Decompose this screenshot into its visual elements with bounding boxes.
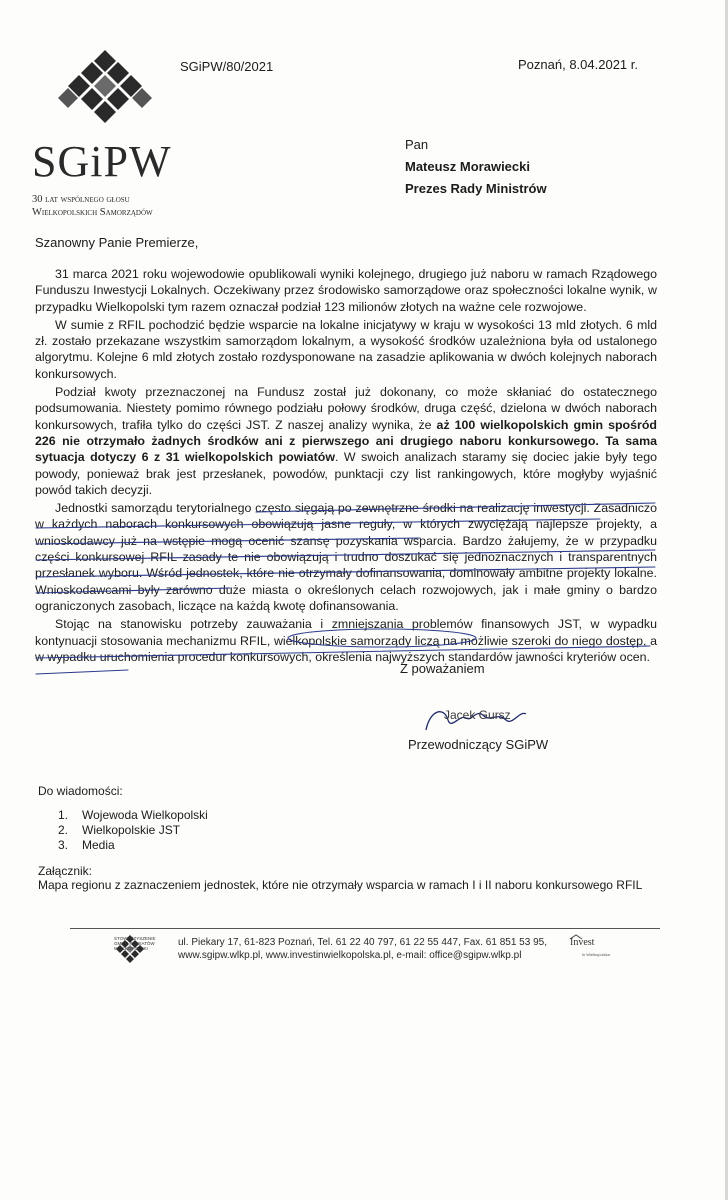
- logo-tagline-2: Wielkopolskich Samorządów: [32, 207, 153, 218]
- list-item: [58, 823, 208, 838]
- closing-regards: Z poważaniem: [400, 661, 485, 676]
- paragraph-3: [35, 384, 657, 498]
- paragraph-2: W sumie z RFIL pochodzić będzie wsparcie na lokalne inicjatywy w kraju w wysokości 13 mld złotych. 6 mld zł. zostało przekazane wszystkim samorządom lokalnym, a wysokość środków uzależniona była od ustalonego algorytmu. Kolejne 6 mld złotych zostało rozdysponowane na zasadzie aplikowania w dwóch kolejnych naborach konkursowych.: [35, 317, 657, 381]
- cc-text: Wielkopolskie JST: [82, 823, 181, 837]
- paragraph-1: 31 marca 2021 roku wojewodowie opublikowali wyniki kolejnego, drugiego już naboru w ramach Rządowego Funduszu Inwestycji Lokalnych. Oczekiwany przez środowisko samorządowe oraz społeczności lokalne wynik, w przypadku Wielkopolski tym razem oznaczał podział 123 milionów złotych na ważne cele rozwojowe.: [35, 267, 657, 314]
- list-item: [58, 808, 208, 823]
- place-date: Poznań, 8.04.2021 r.: [518, 57, 638, 72]
- invest-logo-text: Invest: [570, 937, 595, 948]
- sgipw-logo: [30, 48, 180, 218]
- cc-num: 1.: [58, 808, 69, 822]
- paragraph-5: Stojąc na stanowisku potrzeby zauważania i zmniejszania problemów finansowych JST, w wypadku kontynuacji stosowania mechanizmu RFIL, wielkopolskie samorządy liczą na możliwie szeroki do niego dostęp, a w wypadku uruchomienia procedur konkursowych, określenia najwyższych standardów jawności kryteriów ocen.: [35, 617, 657, 664]
- recipient-salutation: Pan: [405, 137, 429, 152]
- attachment-title: Załącznik:: [38, 864, 93, 878]
- logo-wordmark: SGiPW: [32, 137, 172, 186]
- cc-num: 3.: [58, 838, 69, 852]
- invest-logo-subtext: in Wielkopolska: [582, 952, 610, 957]
- cc-text: Media: [82, 838, 115, 852]
- footer-association-name: STOWARZYSZENIE GMIN I POWIATÓW WIELKOPOLSKI: [114, 936, 156, 951]
- paragraph-3-intro: Podział kwoty przeznaczonej na Fundusz został już dokonany, co może skłaniać do ostatecznego podsumowania. Niestety pomimo równego podziału połowy środków, druga część, dzielona w dwóch naborach konkursowych, trafiła tylko do części JST. Z naszej analizy wynika, że: [35, 385, 657, 432]
- sgipw-diamond-logo-icon: [56, 48, 154, 136]
- logo-tagline-1: 30 lat wspólnego głosu: [32, 194, 130, 205]
- cc-title: Do wiadomości:: [38, 784, 123, 798]
- reference-number: SGiPW/80/2021: [180, 59, 274, 74]
- recipient-title: Prezes Rady Ministrów: [405, 181, 547, 196]
- paragraph-3-bold-2: Ta sama sytuacja dotyczy 6 z 31 wielkopolskich powiatów: [35, 433, 657, 465]
- footer-web-email: www.sgipw.wlkp.pl, www.investinwielkopolska.pl, e-mail: office@sgipw.wlkp.pl: [178, 950, 522, 961]
- recipient-name: Mateusz Morawiecki: [405, 159, 530, 174]
- letter-body: [35, 266, 657, 667]
- paragraph-3-outro: . W swoich analizach staramy się dociec jakie były tego powody, ponieważ brak jest przesłanek, powodów, punktacji czy list rankingowych, które mogłyby wyjaśnić powód takich decyzji.: [35, 450, 657, 497]
- paragraph-3-bold-1: aż 100 wielkopolskich gmin spośród 226 nie otrzymało żadnych środków ani z pierwszego ani drugiego naboru konkursowego.: [35, 417, 657, 448]
- attachment-text: Mapa regionu z zaznaczeniem jednostek, które nie otrzymały wsparcia w ramach I i II naboru konkursowego RFIL: [38, 878, 643, 892]
- pen-underline-8: [36, 670, 128, 674]
- signature-role: Przewodniczący SGiPW: [408, 737, 549, 752]
- cc-list: [58, 808, 208, 853]
- recipient-block: [405, 134, 547, 200]
- list-item: [58, 838, 208, 853]
- signature-name: Jacek Gursz: [444, 708, 511, 722]
- letter-salutation: Szanowny Panie Premierze,: [35, 235, 199, 250]
- footer-address: ul. Piekary 17, 61-823 Poznań, Tel. 61 22 40 797, 61 22 55 447, Fax. 61 851 53 95,: [178, 937, 547, 948]
- cc-num: 2.: [58, 823, 69, 837]
- footer-divider: [70, 928, 660, 929]
- cc-text: Wojewoda Wielkopolski: [82, 808, 208, 822]
- paragraph-4: Jednostki samorządu terytorialnego często sięgają po zewnętrzne środki na realizację inwestycji. Zasadniczo w każdych naborach konkursowych obowiązują jasne reguły, w których zwyciężają najlepsze projekty, a wnioskodawcy już na wstępie mogą ocenić szansę pozyskania wsparcia. Bardzo żałujemy, że w przypadku części konkursowej RFIL zasady te nie obowiązują i trudno doszukać się jednoznacznych i transparentnych przesłanek wyboru. Wśród jednostek, które nie otrzymały dofinansowania, dominowały ambitne projekty lokalne. Wnioskodawcami były zarówno duże miasta o określonych celach rozwojowych, jak i małe gminy o bardzo ograniczonych zasobach, liczące na każdą kwotę dofinansowania.: [35, 501, 657, 613]
